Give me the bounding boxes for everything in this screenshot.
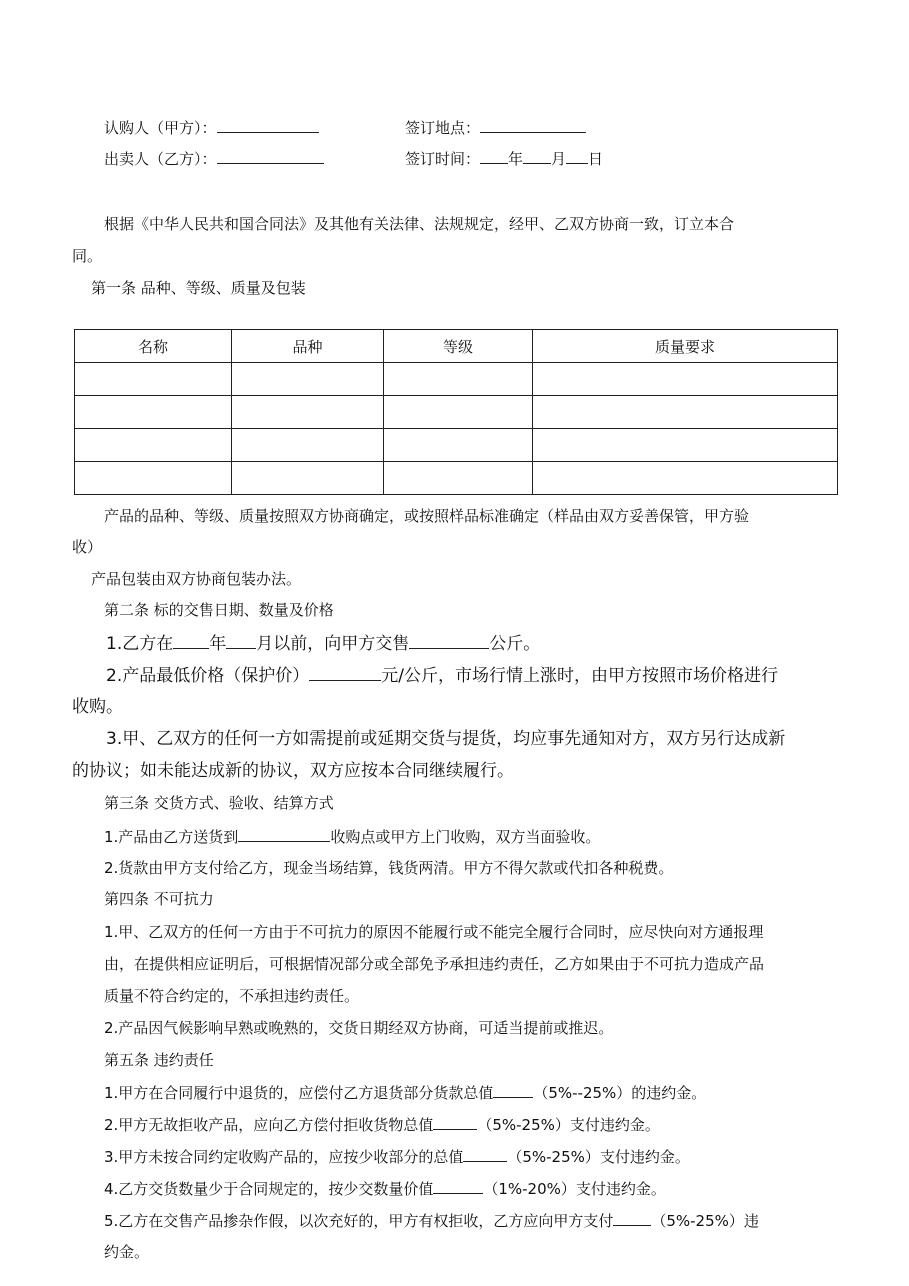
seller-label: 出卖人（乙方）： <box>104 150 217 168</box>
quantity-blank[interactable] <box>409 631 489 649</box>
table-cell[interactable] <box>75 462 232 495</box>
article-2-item-1-text-c: 月以前，向甲方交售 <box>256 634 410 654</box>
month-blank[interactable] <box>523 148 551 164</box>
article-1-para-2: 产品包装由双方协商包装办法。 <box>91 570 302 588</box>
table-cell[interactable] <box>384 363 533 396</box>
article-3-title: 第三条 交货方式、验收、结算方式 <box>104 794 334 812</box>
article-2-item-1-text-b: 年 <box>209 634 227 654</box>
table-row <box>75 462 838 495</box>
table-cell[interactable] <box>533 462 838 495</box>
article-5-item-1 <box>104 1082 706 1103</box>
seller-row <box>104 148 324 169</box>
table-cell[interactable] <box>232 429 384 462</box>
delivery-place-blank[interactable] <box>238 826 330 842</box>
table-cell[interactable] <box>75 429 232 462</box>
article-4-item-2: 2.产品因气候影响早熟或晚熟的，交货日期经双方协商，可适当提前或推迟。 <box>104 1019 614 1037</box>
article-5-item-4 <box>104 1178 666 1199</box>
article-1-para-1-line-1: 产品的品种、等级、质量按照双方协商确定，或按照样品标准确定（样品由双方妥善保管，甲方验 <box>104 507 750 525</box>
table-header-name: 名称 <box>75 330 232 363</box>
article-2-item-3-line-1: 3.甲、乙双方的任何一方如需提前或延期交货与提货，均应事先通知对方，双方另行达成新 <box>106 729 786 749</box>
article-4-title: 第四条 不可抗力 <box>104 890 214 908</box>
table-cell[interactable] <box>75 363 232 396</box>
month-char: 月 <box>551 150 567 168</box>
article-3-item-1-text-b: 收购点或甲方上门收购，双方当面验收。 <box>330 828 601 846</box>
table-cell[interactable] <box>533 396 838 429</box>
table-cell[interactable] <box>533 363 838 396</box>
buyer-blank[interactable] <box>217 117 319 133</box>
place-row <box>405 117 586 138</box>
article-5-item-2-text-a: 2.甲方无故拒收产品，应向乙方偿付拒收货物总值 <box>104 1116 434 1134</box>
table-cell[interactable] <box>232 462 384 495</box>
place-label: 签订地点： <box>405 119 481 137</box>
month-blank[interactable] <box>226 631 256 649</box>
percent-blank[interactable] <box>463 1146 507 1162</box>
article-5-item-3-text-b: （5%-25%）支付违约金。 <box>507 1148 690 1166</box>
article-4-item-1-line-1: 1.甲、乙双方的任何一方由于不可抗力的原因不能履行或不能完全履行合同时，应尽快向对方通报理 <box>104 923 764 941</box>
time-label: 签订时间： <box>405 150 481 168</box>
year-blank[interactable] <box>173 631 209 649</box>
day-char: 日 <box>588 150 604 168</box>
article-4-item-1-line-2: 由，在提供相应证明后，可根据情况部分或全部免予承担违约责任，乙方如果由于不可抗力造成产品 <box>104 955 765 973</box>
article-2-item-2 <box>106 663 778 688</box>
intro-line-1: 根据《中华人民共和国合同法》及其他有关法律、法规规定，经甲、乙双方协商一致，订立本合 <box>104 215 735 233</box>
intro-line-2: 同。 <box>72 247 103 265</box>
day-blank[interactable] <box>566 148 588 164</box>
percent-blank[interactable] <box>493 1082 533 1098</box>
article-1-para-1-line-2: 收） <box>72 538 103 556</box>
article-5-item-2-text-b: （5%-25%）支付违约金。 <box>477 1116 660 1134</box>
article-2-item-2-text-a: 2.产品最低价格（保护价） <box>106 666 310 686</box>
table-cell[interactable] <box>232 396 384 429</box>
article-5-item-3-text-a: 3.甲方未按合同约定收购产品的，应按少收部分的总值 <box>104 1148 464 1166</box>
buyer-row <box>104 117 319 138</box>
article-2-item-3-line-2: 的协议；如未能达成新的协议，双方应按本合同继续履行。 <box>72 761 514 781</box>
table-cell[interactable] <box>384 429 533 462</box>
article-2-item-1-text-a: 1.乙方在 <box>106 634 174 654</box>
time-row <box>405 148 603 169</box>
article-1-title: 第一条 品种、等级、质量及包装 <box>91 279 306 297</box>
table-row <box>75 396 838 429</box>
table-cell[interactable] <box>533 429 838 462</box>
percent-blank[interactable] <box>433 1114 477 1130</box>
place-blank[interactable] <box>480 117 586 133</box>
article-5-title: 第五条 违约责任 <box>104 1051 214 1069</box>
article-5-item-4-text-b: （1%-20%）支付违约金。 <box>483 1180 666 1198</box>
seller-blank[interactable] <box>217 148 324 164</box>
table-cell[interactable] <box>232 363 384 396</box>
table-header-row <box>75 330 838 363</box>
article-3-item-1-text-a: 1.产品由乙方送货到 <box>104 828 239 846</box>
article-2-title: 第二条 标的交售日期、数量及价格 <box>104 601 334 619</box>
article-5-item-5-text-b: （5%-25%）违 <box>651 1212 759 1230</box>
table-cell[interactable] <box>384 462 533 495</box>
article-4-item-1-line-3: 质量不符合约定的，不承担违约责任。 <box>104 987 360 1005</box>
table-header-variety: 品种 <box>232 330 384 363</box>
article-2-item-2-line-2: 收购。 <box>72 697 123 717</box>
article-5-item-5-line-1 <box>104 1210 759 1231</box>
spec-table <box>74 329 838 495</box>
article-3-item-1 <box>104 826 600 847</box>
article-5-item-4-text-a: 4.乙方交货数量少于合同规定的，按少交数量价值 <box>104 1180 434 1198</box>
article-5-item-5-line-2: 约金。 <box>104 1243 150 1261</box>
year-char: 年 <box>508 150 524 168</box>
table-row <box>75 429 838 462</box>
article-5-item-2 <box>104 1114 660 1135</box>
table-cell[interactable] <box>384 396 533 429</box>
article-5-item-3 <box>104 1146 690 1167</box>
table-header-quality: 质量要求 <box>533 330 838 363</box>
price-blank[interactable] <box>309 663 381 681</box>
article-2-item-2-text-b: 元/公斤，市场行情上涨时，由甲方按照市场价格进行 <box>381 666 778 686</box>
buyer-label: 认购人（甲方）： <box>104 119 217 137</box>
article-2-item-1-text-d: 公斤。 <box>489 634 541 654</box>
article-2-item-1 <box>106 631 540 656</box>
table-row <box>75 363 838 396</box>
year-blank[interactable] <box>480 148 508 164</box>
table-cell[interactable] <box>75 396 232 429</box>
article-3-item-2: 2.货款由甲方支付给乙方，现金当场结算，钱货两清。甲方不得欠款或代扣各种税费。 <box>104 859 674 877</box>
article-5-item-5-text-a: 5.乙方在交售产品掺杂作假，以次充好的，甲方有权拒收，乙方应向甲方支付 <box>104 1212 614 1230</box>
article-5-item-1-text-b: （5%--25%）的违约金。 <box>533 1084 707 1102</box>
article-5-item-1-text-a: 1.甲方在合同履行中退货的，应偿付乙方退货部分货款总值 <box>104 1084 494 1102</box>
percent-blank[interactable] <box>433 1178 483 1194</box>
percent-blank[interactable] <box>613 1210 651 1226</box>
table-header-grade: 等级 <box>384 330 533 363</box>
